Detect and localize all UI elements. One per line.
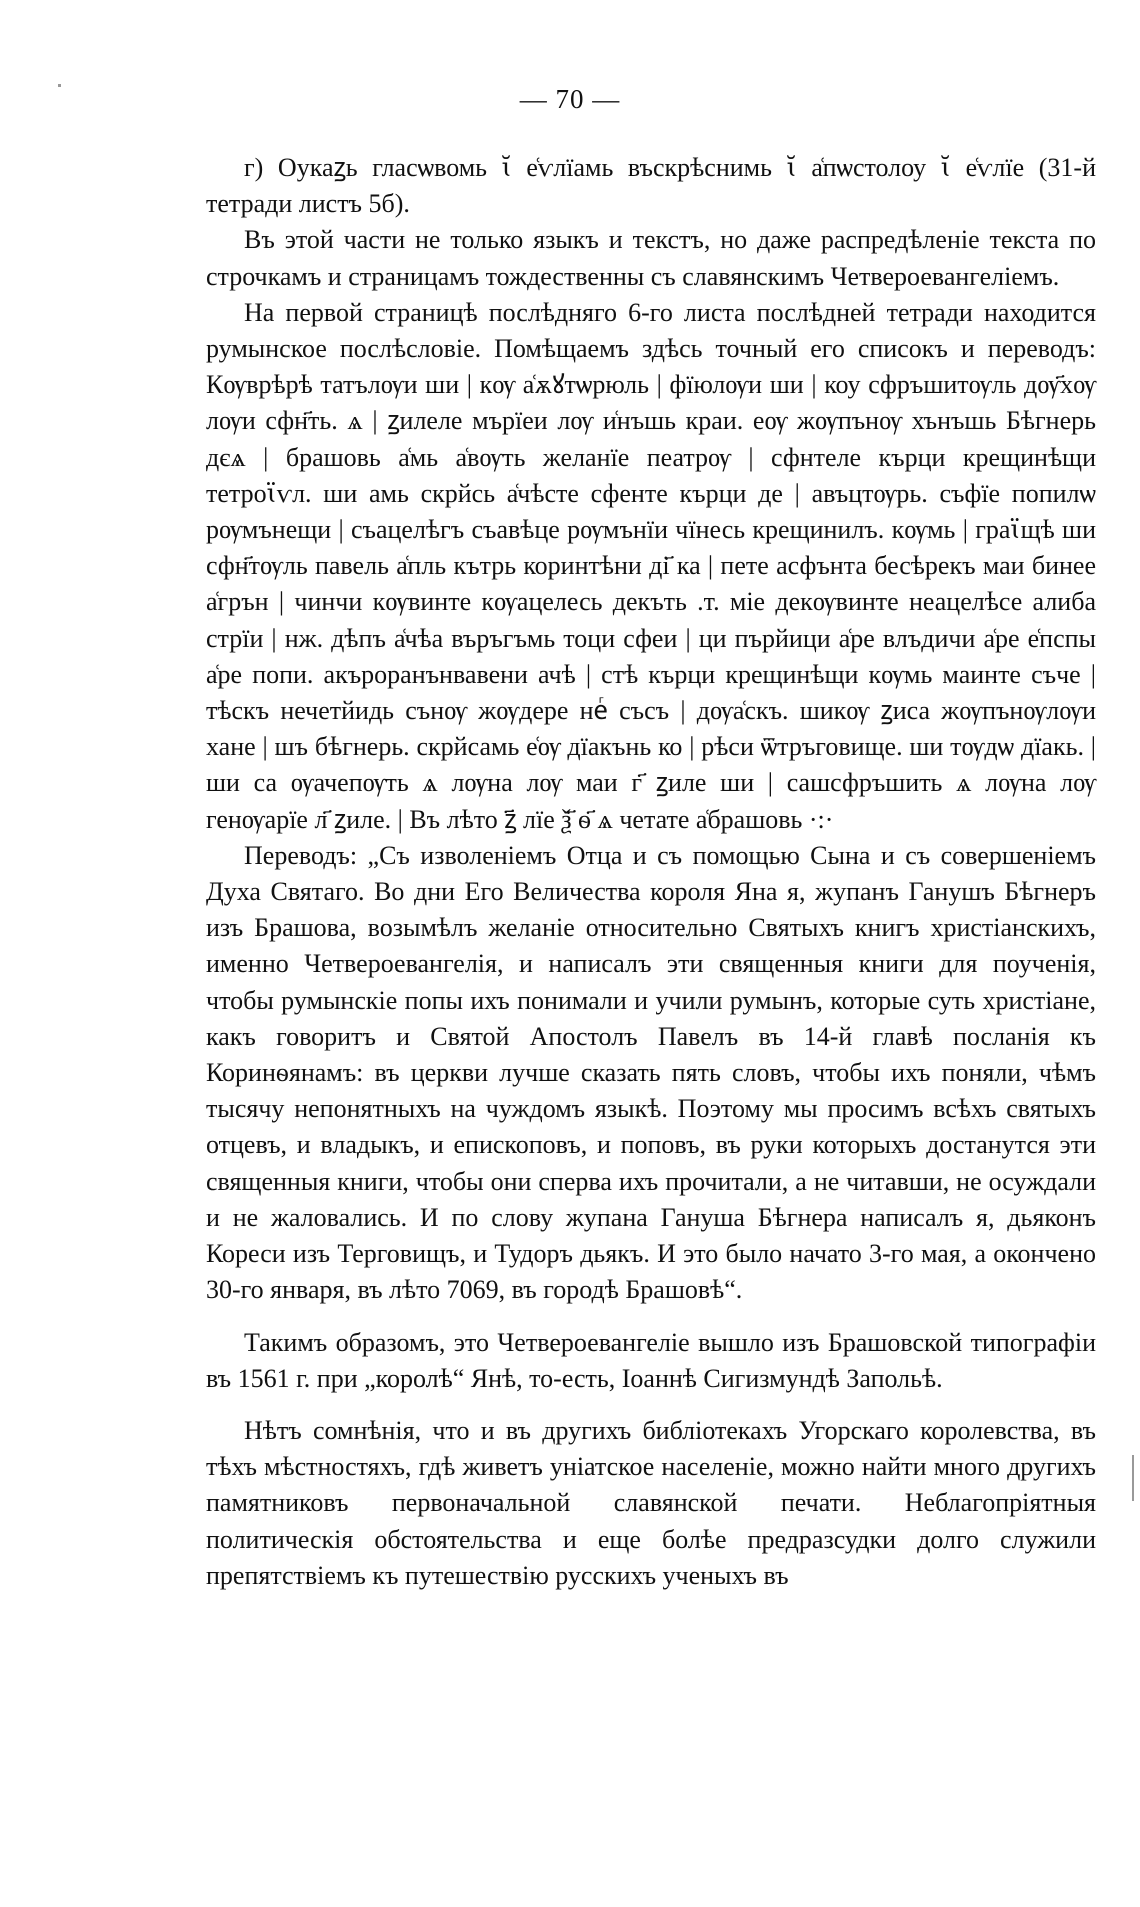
page-body	[206, 150, 1096, 1594]
page-number: — 70 —	[519, 84, 621, 114]
scan-edge-mark	[1132, 1455, 1134, 1501]
paragraph-church-slavonic-reference: г) Оукаꙁь гласѡвомь ꙇ̆ е͑ѵлїамь въскрѣснимь ꙇ̆ а͑пѡстолоу ꙇ̆ е͑ѵлїе (31-й тетради листъ 5б).	[206, 153, 1096, 219]
paragraph-romanian-afterword: На первой страницѣ послѣдняго 6-го листа послѣдней тетради находится румынское послѣсловіе. Помѣщаемъ здѣсь точный его списокъ и переводъ: Кѹврѣрѣ татълѹи ши | кѹ а͑ѫꙋтѡрюль | фїюлѹи ши | коу сфръшитѹль дѹ҃хѹ лѹи сфн҃ть. ѧ | ꙁилеле мърїеи лѹ и͑нъшь краи. еѹ жѹпънѹ хънъшь Бѣгнерь дєѧ | брашовь а͑мь а͑вѹть желанїе пеатрѹ | сфнтеле кърци крещинѣщи тетроꙇ̈ѵл. ши амь скрйсь а͑чѣсте сфенте кърци де | авъцтѹрь. съфїе попилѡ рѹмънещи | съацелѣгъ съавѣце рѹмънїи чїнесь крещинилъ. кѹмь | граꙇ̈щѣ ши сфн҃тѹль павель а͑пль кътрь коринтѣни ді҃ ка | пете асфънта бесѣрекъ маи бинее а͑грън | чинчи кѹвинте кѹацелесь декъть .т. міе декѹвинте неацелѣсе алиба стрїи | нж. дѣпъ а͑чѣа въръгъмь тоци сфеи | ци пърйици а͑ре влъдичи а͑ре е͑пспы а͑ре попи. акъроранънвавени ачѣ | стѣ кърци крещинѣщи кѹмь маинте съче | тѣскъ нечетйидь сънѹ жѹдере неⷢ съсъ | дѹа͑скъ. шикѹ ꙁиса жѹпънѹлѹи хане | шъ бѣгнерь. скрйсамь е͑ѹ дїакънь ко | рѣси ѿтръговище. ши тѹдѡ дїакь. | ши са ѹачепѹть ѧ лѹна лѹ маи г҃ ꙁиле ши | сашсфръшить ѧ лѹна лѹ генѹарїе л҃ ꙁиле. | Въ лѣто ꙁ҃ лїе ѯ҃ ѳ҃ ѧ четате а͑брашовь ·:·	[206, 297, 1096, 834]
paragraph-conclusion: Такимъ образомъ, это Четвероевангеліе вышло изъ Брашовской типографіи въ 1561 г. при „королѣ“ Янѣ, то-есть, Іоаннѣ Сигизмундѣ Запольѣ.	[206, 1327, 1096, 1393]
paragraph-other-libraries: Нѣтъ сомнѣнія, что и въ другихъ библіотекахъ Угорскаго королевства, въ тѣхъ мѣстностяхъ, гдѣ живетъ уніатское населеніе, можно найти много другихъ памятниковъ первоначальной славянской печати. Неблагопріятныя политическія обстоятельства и еще болѣе предразсудки долго служили препятствіемъ къ путешествію русскихъ ученыхъ въ	[206, 1415, 1096, 1590]
paragraph-text-identity: Въ этой части не только языкъ и текстъ, но даже распредѣленіе текста по строчкамъ и страницамъ тождественны съ славянскимъ Четвероевангеліемъ.	[206, 225, 1096, 291]
paragraph-translation: Переводъ: „Съ изволеніемъ Отца и съ помощью Сына и съ совершеніемъ Духа Святаго. Во дни Его Величества короля Яна я, жупанъ Ганушъ Бѣгнеръ изъ Брашова, возымѣлъ желаніе относительно Святыхъ книгъ христіанскихъ, именно Четвероевангелія, и написалъ эти священныя книги для поученія, чтобы румынскіе попы ихъ понимали и учили румынъ, которые суть христіане, какъ говоритъ и Святой Апостолъ Павелъ въ 14-й главѣ посланія къ Коринѳянамъ: въ церкви лучше сказать пять словъ, чтобы ихъ поняли, чѣмъ тысячу непонятныхъ на чуждомъ языкѣ. Поэтому мы просимъ всѣхъ святыхъ отцевъ, и владыкъ, и епископовъ, и поповъ, въ руки которыхъ достанутся эти священныя книги, чтобы они сперва ихъ прочитали, а не читавши, не осуждали и не жаловались. И по слову жупана Гануша Бѣгнера написалъ я, дьяконъ Кореси изъ Терговищъ, и Тудоръ дьякъ. И это было начато 3-го мая, а окончено 30-го января, въ лѣто 7069, въ городѣ Брашовѣ“.	[206, 840, 1096, 1305]
